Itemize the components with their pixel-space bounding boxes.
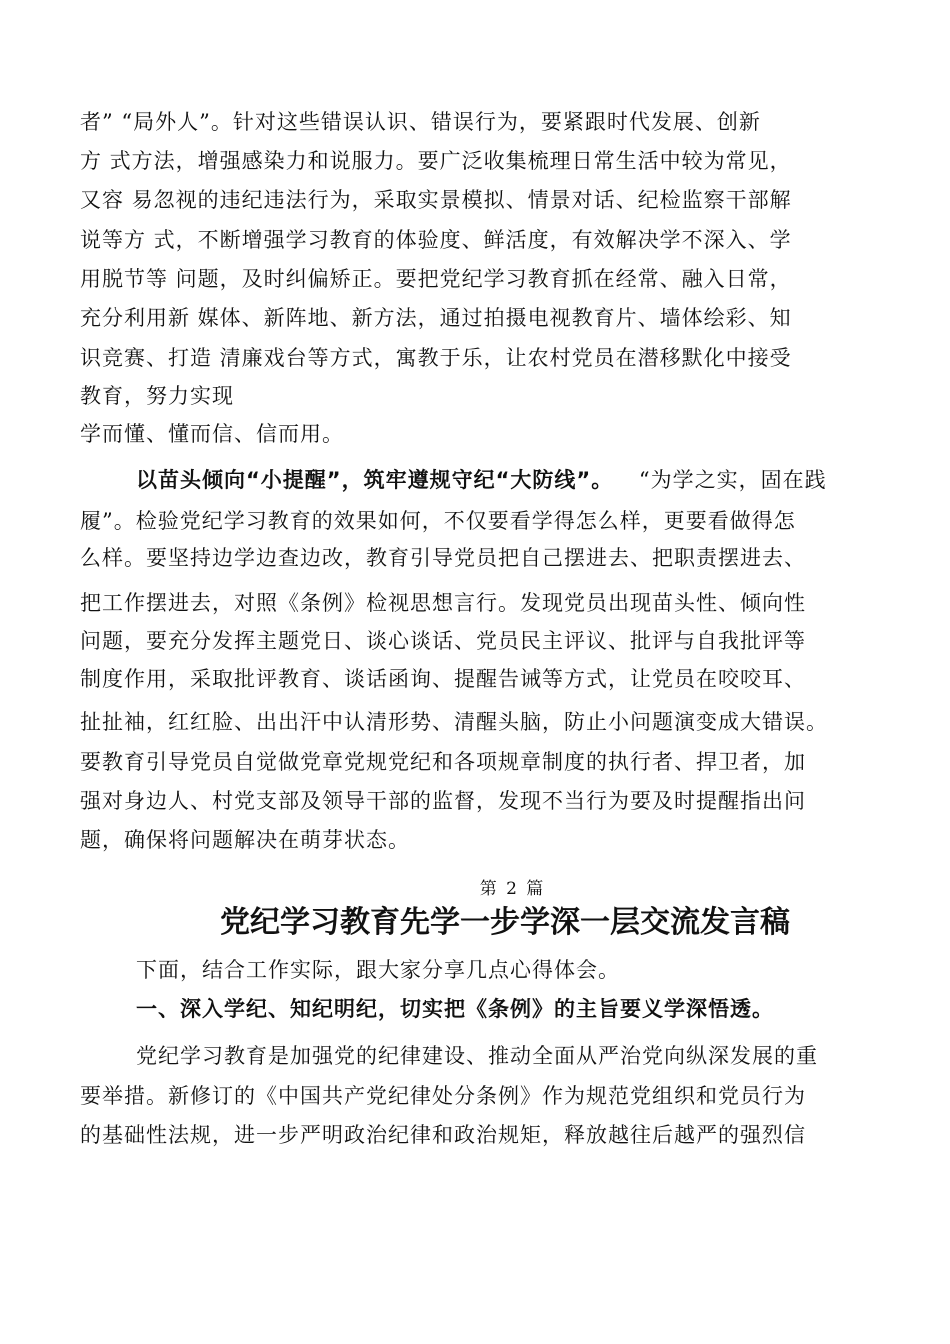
body-line: 教育，努力实现 bbox=[80, 384, 234, 408]
body-line: 方 式方法，增强感染力和说服力。要广泛收集梳理日常生活中较为常见， bbox=[80, 149, 792, 173]
body-line: 题，确保将问题解决在萌芽状态。 bbox=[80, 828, 410, 852]
body-line: 要教育引导党员自觉做党章党规党纪和各项规章制度的执行者、捍卫者，加 bbox=[80, 750, 806, 774]
body-line: 学而懂、懂而信、信而用。 bbox=[80, 422, 344, 446]
body-line: 强对身边人、村党支部及领导干部的监督，发现不当行为要及时提醒指出问 bbox=[80, 789, 806, 813]
page-title: 党纪学习教育先学一步学深一层交流发言稿 bbox=[220, 905, 790, 940]
body-line: 问题，要充分发挥主题党日、谈心谈话、党员民主评议、批评与自我批评等 bbox=[80, 629, 806, 653]
body-line: 履”。检验党纪学习教育的效果如何，不仅要看学得怎么样，更要看做得怎 bbox=[80, 509, 796, 533]
section-heading: 以苗头倾向“小提醒”，筑牢遵规守纪“大防线”。 bbox=[136, 468, 614, 492]
body-line: 又容 易忽视的违纪违法行为，采取实景模拟、情景对话、纪检监察干部解 bbox=[80, 188, 792, 212]
chapter-label: 第 2 篇 bbox=[479, 879, 546, 899]
body-line: 党纪学习教育是加强党的纪律建设、推动全面从严治党向纵深发展的重 bbox=[136, 1044, 818, 1068]
body-line: 么样。要坚持边学边查边改，教育引导党员把自己摆进去、把职责摆进去、 bbox=[80, 546, 806, 570]
body-line: 者” “局外人”。针对这些错误认识、错误行为，要紧跟时代发展、创新 bbox=[80, 110, 761, 134]
body-line: 识竞赛、打造 清廉戏台等方式，寓教于乐，让农村党员在潜移默化中接受 bbox=[80, 346, 792, 370]
body-line: 用脱节等 问题，及时纠偏矫正。要把党纪学习教育抓在经常、融入日常， bbox=[80, 267, 792, 291]
body-line: 说等方 式，不断增强学习教育的体验度、鲜活度，有效解决学不深入、学 bbox=[80, 228, 792, 252]
body-line: 把工作摆进去，对照《条例》检视思想言行。发现党员出现苗头性、倾向性 bbox=[80, 591, 806, 615]
section-heading-line bbox=[136, 466, 827, 494]
intro-line: 下面，结合工作实际，跟大家分享几点心得体会。 bbox=[136, 958, 620, 982]
body-line: 要举措。新修订的《中国共产党纪律处分条例》作为规范党组织和党员行为 bbox=[80, 1084, 806, 1108]
body-line: 的基础性法规，进一步严明政治纪律和政治规矩，释放越往后越严的强烈信 bbox=[80, 1123, 806, 1147]
heading-one: 一、深入学纪、知纪明纪，切实把《条例》的主旨要义学深悟透。 bbox=[136, 997, 774, 1021]
body-line: 制度作用，采取批评教育、谈话函询、提醒告诫等方式，让党员在咬咬耳、 bbox=[80, 667, 806, 691]
body-line: 充分利用新 媒体、新阵地、新方法，通过拍摄电视教育片、墙体绘彩、知 bbox=[80, 306, 792, 330]
body-line: 扯扯袖，红红脸、出出汗中认清形势、清醒头脑，防止小问题演变成大错误。 bbox=[80, 710, 828, 734]
section-heading-continuation: “为学之实，固在践 bbox=[638, 468, 827, 492]
